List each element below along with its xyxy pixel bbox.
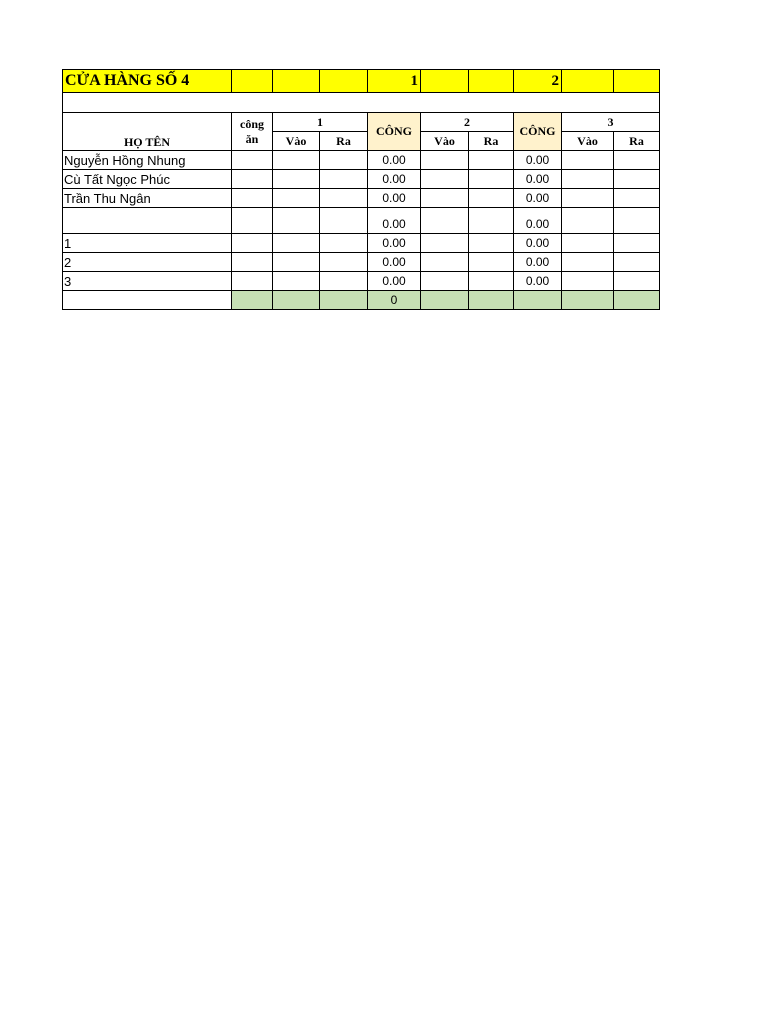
cell[interactable] [421, 189, 469, 208]
total-cell[interactable] [232, 291, 273, 310]
cell[interactable] [562, 170, 614, 189]
employee-name[interactable]: Nguyễn Hồng Nhung [63, 151, 232, 170]
table-row [63, 234, 660, 253]
employee-name[interactable]: Trần Thu Ngân [63, 189, 232, 208]
cell[interactable] [562, 234, 614, 253]
day-2-header[interactable]: 2 [421, 113, 514, 132]
cong-value-1[interactable]: 0.00 [368, 253, 421, 272]
cell[interactable] [273, 189, 320, 208]
spacer-cell[interactable] [63, 93, 660, 113]
cell[interactable] [421, 208, 469, 234]
table-row [63, 189, 660, 208]
cell[interactable] [421, 151, 469, 170]
employee-name[interactable]: 3 [63, 272, 232, 291]
cell[interactable] [421, 170, 469, 189]
cell[interactable] [562, 208, 614, 234]
cell[interactable] [562, 253, 614, 272]
cell[interactable] [273, 151, 320, 170]
cell[interactable] [232, 189, 273, 208]
employee-name[interactable]: 1 [63, 234, 232, 253]
ra-header[interactable]: Ra [614, 132, 660, 151]
cell[interactable] [320, 151, 368, 170]
cell[interactable] [421, 234, 469, 253]
day-1-header[interactable]: 1 [273, 113, 368, 132]
cell[interactable] [469, 170, 514, 189]
cell[interactable] [232, 151, 273, 170]
cong-value-2[interactable]: 0.00 [514, 208, 562, 234]
week-marker-2[interactable]: 2 [514, 70, 562, 93]
spreadsheet [62, 69, 660, 310]
cell[interactable] [320, 234, 368, 253]
cell[interactable] [614, 151, 660, 170]
cong-value-1[interactable]: 0.00 [368, 151, 421, 170]
cell[interactable] [232, 272, 273, 291]
timesheet-table [62, 69, 660, 310]
employee-name[interactable]: Cù Tất Ngọc Phúc [63, 170, 232, 189]
vao-header[interactable]: Vào [562, 132, 614, 151]
cong-an-line2: ăn [245, 131, 259, 146]
cong-value-1[interactable]: 0.00 [368, 170, 421, 189]
ra-header[interactable]: Ra [320, 132, 368, 151]
ra-header[interactable]: Ra [469, 132, 514, 151]
cong-value-2[interactable]: 0.00 [514, 253, 562, 272]
cell[interactable] [562, 189, 614, 208]
employee-name[interactable] [63, 208, 232, 234]
title-row [63, 70, 660, 93]
total-cell[interactable] [514, 291, 562, 310]
cong-value-1[interactable]: 0.00 [368, 189, 421, 208]
cell[interactable] [273, 272, 320, 291]
cell[interactable] [614, 189, 660, 208]
cell[interactable] [614, 170, 660, 189]
cong-an-line1: công [240, 116, 264, 131]
cell[interactable] [469, 189, 514, 208]
employee-name[interactable]: 2 [63, 253, 232, 272]
vao-header[interactable]: Vào [273, 132, 320, 151]
cong-an-header[interactable] [232, 113, 273, 151]
week-marker-1[interactable]: 1 [368, 70, 421, 93]
total-cell[interactable] [421, 291, 469, 310]
total-row [63, 291, 660, 310]
cong-value-2[interactable]: 0.00 [514, 272, 562, 291]
cong-value-2[interactable]: 0.00 [514, 189, 562, 208]
cell[interactable] [273, 234, 320, 253]
cong-value-2[interactable]: 0.00 [514, 170, 562, 189]
cell[interactable] [232, 170, 273, 189]
cell[interactable] [614, 70, 660, 93]
cell[interactable] [232, 208, 273, 234]
cong-header-1[interactable]: CÔNG [368, 113, 421, 151]
total-cell[interactable] [562, 291, 614, 310]
cell[interactable] [562, 70, 614, 93]
total-cell[interactable] [614, 291, 660, 310]
cell[interactable] [421, 70, 469, 93]
cell[interactable] [614, 234, 660, 253]
cell[interactable] [469, 234, 514, 253]
cell[interactable] [614, 253, 660, 272]
cong-value-1[interactable]: 0.00 [368, 272, 421, 291]
spacer-row [63, 93, 660, 113]
store-title[interactable]: CỬA HÀNG SỐ 4 [63, 70, 232, 93]
cell[interactable] [614, 208, 660, 234]
cell[interactable] [421, 253, 469, 272]
vao-header[interactable]: Vào [421, 132, 469, 151]
cong-header-2[interactable]: CÔNG [514, 113, 562, 151]
cong-value-2[interactable]: 0.00 [514, 151, 562, 170]
table-row [63, 170, 660, 189]
cong-value-1[interactable]: 0.00 [368, 208, 421, 234]
cell[interactable] [273, 208, 320, 234]
cell[interactable] [469, 151, 514, 170]
cell[interactable] [320, 70, 368, 93]
total-cell[interactable] [320, 291, 368, 310]
cell[interactable] [320, 272, 368, 291]
cell[interactable] [320, 208, 368, 234]
total-value[interactable]: 0 [368, 291, 421, 310]
cell[interactable] [469, 70, 514, 93]
cell[interactable] [320, 253, 368, 272]
cell[interactable] [63, 291, 232, 310]
cell[interactable] [469, 253, 514, 272]
name-column-header[interactable]: HỌ TÊN [63, 113, 232, 151]
cell[interactable] [232, 70, 273, 93]
cell[interactable] [273, 253, 320, 272]
cell[interactable] [232, 253, 273, 272]
cell[interactable] [320, 189, 368, 208]
cell[interactable] [614, 272, 660, 291]
cell[interactable] [469, 208, 514, 234]
table-row [63, 208, 660, 234]
table-row [63, 253, 660, 272]
cell[interactable] [562, 272, 614, 291]
table-row [63, 151, 660, 170]
cell[interactable] [421, 272, 469, 291]
header-row-1 [63, 113, 660, 132]
cell[interactable] [273, 70, 320, 93]
cell[interactable] [320, 170, 368, 189]
total-cell[interactable] [273, 291, 320, 310]
cell[interactable] [562, 151, 614, 170]
total-cell[interactable] [469, 291, 514, 310]
day-3-header[interactable]: 3 [562, 113, 660, 132]
cong-value-2[interactable]: 0.00 [514, 234, 562, 253]
cell[interactable] [273, 170, 320, 189]
cell[interactable] [232, 234, 273, 253]
cell[interactable] [469, 272, 514, 291]
cong-value-1[interactable]: 0.00 [368, 234, 421, 253]
table-row [63, 272, 660, 291]
